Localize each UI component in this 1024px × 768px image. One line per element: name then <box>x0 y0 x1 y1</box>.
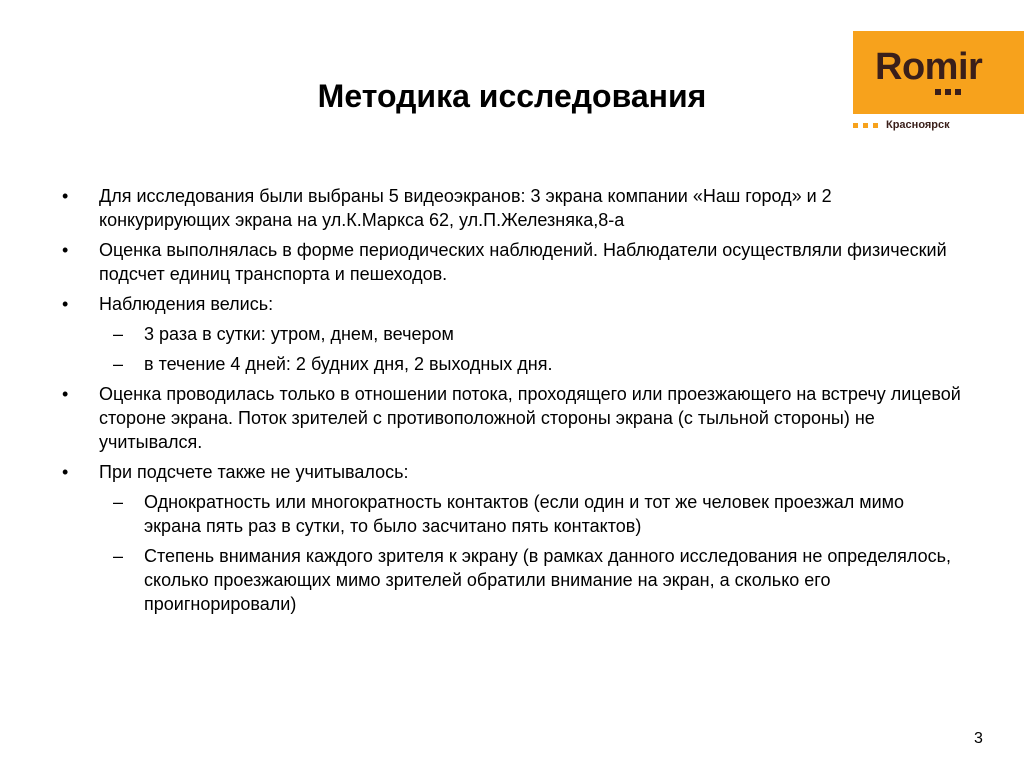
bullet-marker: • <box>62 294 69 314</box>
logo-wordmark: Romir <box>875 46 983 88</box>
bullet-text: Оценка проводилась только в отношении потока, проходящего или проезжающего на встречу лицевой стороне экрана. Поток зрителей с противоположной стороны экрана (с тыльной стороны) не учитывался. <box>99 384 961 452</box>
sub-bullet-marker: – <box>113 546 124 566</box>
bullet-item <box>62 238 962 286</box>
sub-bullet-text: в течение 4 дней: 2 будних дня, 2 выходных дня. <box>144 354 553 374</box>
sub-bullet-text: Степень внимания каждого зрителя к экрану (в рамках данного исследования не определялось, сколько проезжающих мимо зрителей обратили внимание на экран, а сколько его проигнорировали) <box>144 546 951 614</box>
logo-dots <box>935 89 961 95</box>
page-number: 3 <box>974 730 983 747</box>
sub-bullet-marker: – <box>113 354 124 374</box>
slide-title: Методика исследования <box>317 78 707 114</box>
bullet-marker: • <box>62 384 69 404</box>
logo-city-line <box>853 119 950 131</box>
slide-content <box>62 184 962 622</box>
sub-bullet-text: 3 раза в сутки: утром, днем, вечером <box>144 324 454 344</box>
bullet-text: Для исследования были выбраны 5 видеоэкранов: 3 экрана компании «Наш город» и 2 конкурирующих экрана на ул.К.Маркса 62, ул.П.Железняка,8-а <box>99 186 832 230</box>
sub-bullet-item <box>62 544 962 616</box>
bullet-text: Наблюдения велись: <box>99 294 274 314</box>
bullet-item <box>62 382 962 454</box>
sub-bullet-item <box>62 490 962 538</box>
bullet-marker: • <box>62 462 69 482</box>
sub-bullet-marker: – <box>113 324 124 344</box>
sub-bullet-text: Однократность или многократность контактов (если один и тот же человек проезжал мимо экрана пять раз в сутки, то было засчитано пять контактов) <box>144 492 905 536</box>
bullet-item <box>62 292 962 316</box>
bullet-text: При подсчете также не учитывалось: <box>99 462 409 482</box>
bullet-marker: • <box>62 186 69 206</box>
sub-bullet-marker: – <box>113 492 124 512</box>
bullet-item <box>62 460 962 484</box>
bullet-marker: • <box>62 240 69 260</box>
bullet-text: Оценка выполнялась в форме периодических наблюдений. Наблюдатели осуществляли физический подсчет единиц транспорта и пешеходов. <box>99 240 947 284</box>
sub-bullet-item <box>62 352 962 376</box>
logo-city: Красноярск <box>886 119 950 131</box>
sub-bullet-item <box>62 322 962 346</box>
romir-logo <box>853 31 1024 131</box>
logo-box <box>853 31 1024 114</box>
bullet-item <box>62 184 962 232</box>
